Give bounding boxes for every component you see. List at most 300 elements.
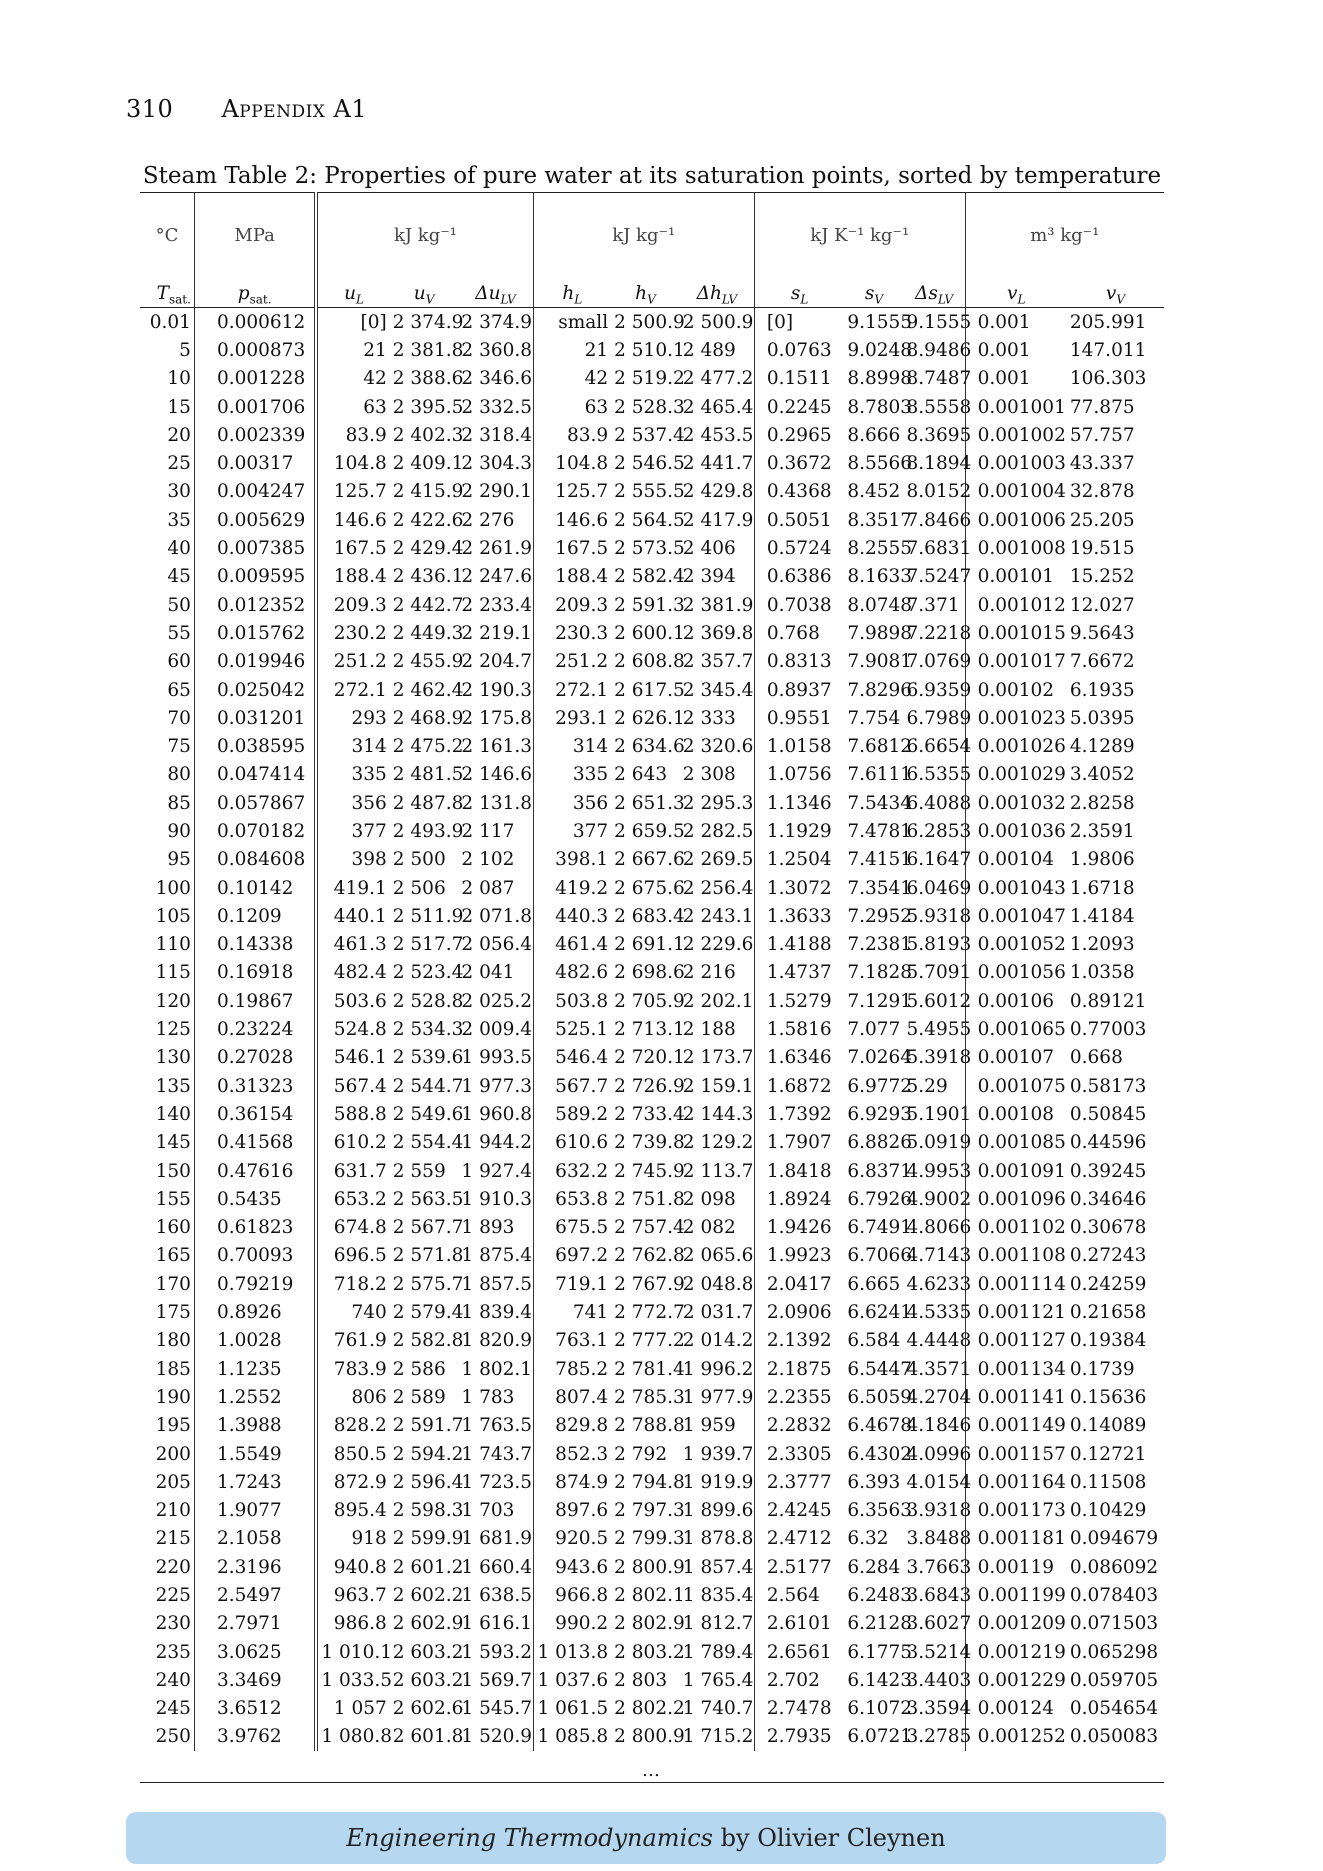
cell-sV: 6.5059 bbox=[847, 1386, 913, 1408]
cell-dsLV: 5.9318 bbox=[904, 902, 966, 930]
cell-dsLV: 3.5214 bbox=[904, 1638, 966, 1666]
cell-psat: 0.31323 bbox=[194, 1072, 316, 1100]
cell-dhLV: 2 417.9 bbox=[680, 506, 755, 534]
cell-hV: 2 762.8 bbox=[614, 1245, 685, 1267]
cell-tsat: 35 bbox=[140, 506, 194, 534]
cell-dsLV: 5.1901 bbox=[904, 1100, 966, 1128]
table-row bbox=[140, 1581, 1164, 1609]
cell-hL: 1 037.6 bbox=[537, 1669, 609, 1691]
cell-sL: 1.3633 bbox=[766, 905, 832, 927]
cell-hV: 2 800.9 bbox=[614, 1726, 685, 1748]
continuation-mark: … bbox=[642, 1760, 662, 1781]
cell-tsat: 5 bbox=[140, 336, 194, 364]
cell-dsLV: 7.8466 bbox=[904, 506, 966, 534]
table-row bbox=[140, 874, 1164, 902]
cell-vV: 12.027 bbox=[1069, 594, 1135, 616]
cell-uV: 2 388.6 bbox=[392, 368, 464, 390]
cell-tsat: 100 bbox=[140, 874, 194, 902]
cell-dhLV: 2 295.3 bbox=[680, 789, 755, 817]
cell-uV: 2 462.4 bbox=[392, 679, 464, 701]
cell-psat: 0.007385 bbox=[194, 534, 316, 562]
cell-vV: 15.252 bbox=[1069, 566, 1135, 588]
cell-uL: 653.2 bbox=[333, 1188, 387, 1210]
cell-uV: 2 596.4 bbox=[392, 1471, 464, 1493]
cell-uV: 2 506 bbox=[392, 877, 446, 899]
cell-uL: 696.5 bbox=[333, 1245, 387, 1267]
cell-hL: 209.3 bbox=[555, 594, 609, 616]
cell-dhLV: 2 477.2 bbox=[680, 365, 755, 393]
cell-hV: 2 733.4 bbox=[614, 1103, 685, 1125]
cell-dhLV: 1 835.4 bbox=[680, 1581, 755, 1609]
table-row bbox=[140, 478, 1164, 506]
cell-duLV: 2 304.3 bbox=[458, 449, 533, 477]
cell-uV: 2 517.7 bbox=[392, 934, 464, 956]
unit-enthalpy: kJ kg⁻¹ bbox=[533, 193, 754, 278]
cell-sL: 2.2355 bbox=[766, 1386, 832, 1408]
cell-sV: 6.1775 bbox=[847, 1641, 913, 1663]
cell-uV: 2 493.9 bbox=[392, 820, 464, 842]
cell-vL: 0.001052 bbox=[977, 934, 1066, 956]
cell-psat: 1.2552 bbox=[194, 1383, 316, 1411]
cell-hL: 653.8 bbox=[555, 1188, 609, 1210]
cell-dhLV: 2 144.3 bbox=[680, 1100, 755, 1128]
cell-hV: 2 643 bbox=[614, 764, 668, 786]
cell-sV: 6.584 bbox=[847, 1330, 901, 1352]
cell-uV: 2 544.7 bbox=[392, 1075, 464, 1097]
cell-psat: 1.5549 bbox=[194, 1440, 316, 1468]
cell-dsLV: 4.2704 bbox=[904, 1383, 966, 1411]
cell-sV: 7.5434 bbox=[847, 792, 913, 814]
cell-sV: 7.6812 bbox=[847, 736, 913, 758]
cell-tsat: 240 bbox=[140, 1666, 194, 1694]
cell-vL: 0.00119 bbox=[977, 1556, 1055, 1578]
cell-hL: 251.2 bbox=[555, 651, 609, 673]
cell-vV: 19.515 bbox=[1069, 538, 1135, 560]
cell-hL: 943.6 bbox=[555, 1556, 609, 1578]
cell-vV: 0.44596 bbox=[1069, 1132, 1147, 1154]
cell-tsat: 190 bbox=[140, 1383, 194, 1411]
cell-sV: 7.1291 bbox=[847, 990, 913, 1012]
cell-tsat: 135 bbox=[140, 1072, 194, 1100]
cell-psat: 0.047414 bbox=[194, 761, 316, 789]
cell-hL: 920.5 bbox=[555, 1528, 609, 1550]
cell-hL: 829.8 bbox=[555, 1415, 609, 1437]
table-row bbox=[140, 987, 1164, 1015]
cell-hV: 2 800.9 bbox=[614, 1556, 685, 1578]
cell-vL: 0.001 bbox=[977, 368, 1031, 390]
cell-sV: 8.7803 bbox=[847, 396, 913, 418]
cell-duLV: 1 703 bbox=[458, 1496, 533, 1524]
cell-vV: 0.19384 bbox=[1069, 1330, 1147, 1352]
cell-tsat: 205 bbox=[140, 1468, 194, 1496]
cell-psat: 3.0625 bbox=[194, 1638, 316, 1666]
cell-hV: 2 803 bbox=[614, 1669, 668, 1691]
cell-dhLV: 1 977.9 bbox=[680, 1383, 755, 1411]
cell-tsat: 155 bbox=[140, 1185, 194, 1213]
cell-dsLV: 9.1555 bbox=[904, 308, 966, 337]
table-row bbox=[140, 1214, 1164, 1242]
table-row bbox=[140, 676, 1164, 704]
cell-dsLV: 5.3918 bbox=[904, 1044, 966, 1072]
cell-tsat: 185 bbox=[140, 1355, 194, 1383]
cell-uL: 546.1 bbox=[333, 1047, 387, 1069]
cell-uV: 2 468.9 bbox=[392, 707, 464, 729]
cell-uV: 2 475.2 bbox=[392, 736, 464, 758]
cell-vL: 0.001164 bbox=[977, 1471, 1066, 1493]
table-row bbox=[140, 1298, 1164, 1326]
cell-sV: 8.5566 bbox=[847, 453, 913, 475]
cell-sL: 1.6346 bbox=[766, 1047, 832, 1069]
cell-vL: 0.00107 bbox=[977, 1047, 1055, 1069]
cell-sV: 7.077 bbox=[847, 1019, 901, 1041]
cell-dsLV: 8.5558 bbox=[904, 393, 966, 421]
cell-psat: 0.27028 bbox=[194, 1044, 316, 1072]
cell-dsLV: 8.1894 bbox=[904, 449, 966, 477]
cell-hV: 2 788.8 bbox=[614, 1415, 685, 1437]
table-row bbox=[140, 1185, 1164, 1213]
cell-dsLV: 4.7143 bbox=[904, 1242, 966, 1270]
cell-duLV: 1 743.7 bbox=[458, 1440, 533, 1468]
cell-dhLV: 2 500.9 bbox=[680, 308, 755, 337]
cell-vV: 0.050083 bbox=[1069, 1726, 1159, 1748]
cell-psat: 0.025042 bbox=[194, 676, 316, 704]
cell-dsLV: 5.29 bbox=[904, 1072, 966, 1100]
cell-dsLV: 4.5335 bbox=[904, 1298, 966, 1326]
cell-sV: 6.9772 bbox=[847, 1075, 913, 1097]
cell-hL: 440.3 bbox=[555, 905, 609, 927]
table-row bbox=[140, 1723, 1164, 1751]
cell-uV: 2 603.2 bbox=[392, 1641, 464, 1663]
cell-sL: 1.7392 bbox=[766, 1103, 832, 1125]
cell-uV: 2 500 bbox=[392, 849, 446, 871]
cell-hV: 2 720.1 bbox=[614, 1047, 685, 1069]
cell-hL: 763.1 bbox=[555, 1330, 609, 1352]
cell-duLV: 1 593.2 bbox=[458, 1638, 533, 1666]
cell-hV: 2 608.8 bbox=[614, 651, 685, 673]
cell-duLV: 1 638.5 bbox=[458, 1581, 533, 1609]
cell-vL: 0.001085 bbox=[977, 1132, 1066, 1154]
cell-tsat: 15 bbox=[140, 393, 194, 421]
cell-hV: 2 772.7 bbox=[614, 1302, 685, 1324]
cell-tsat: 90 bbox=[140, 817, 194, 845]
cell-psat: 1.7243 bbox=[194, 1468, 316, 1496]
cell-dsLV: 6.4088 bbox=[904, 789, 966, 817]
cell-tsat: 160 bbox=[140, 1214, 194, 1242]
cell-dhLV: 2 256.4 bbox=[680, 874, 755, 902]
cell-hL: 719.1 bbox=[555, 1273, 609, 1295]
cell-dsLV: 7.2218 bbox=[904, 619, 966, 647]
cell-hL: 461.4 bbox=[555, 934, 609, 956]
cell-psat: 0.038595 bbox=[194, 732, 316, 760]
cell-hV: 2 528.3 bbox=[614, 396, 685, 418]
cell-uL: 503.6 bbox=[333, 990, 387, 1012]
cell-dsLV: 6.5355 bbox=[904, 761, 966, 789]
cell-dsLV: 5.4955 bbox=[904, 1015, 966, 1043]
cell-hV: 2 617.5 bbox=[614, 679, 685, 701]
cell-dsLV: 6.1647 bbox=[904, 846, 966, 874]
cell-sV: 6.7066 bbox=[847, 1245, 913, 1267]
cell-dhLV: 1 996.2 bbox=[680, 1355, 755, 1383]
cell-vV: 0.065298 bbox=[1069, 1641, 1159, 1663]
cell-duLV: 1 977.3 bbox=[458, 1072, 533, 1100]
cell-vL: 0.001008 bbox=[977, 538, 1066, 560]
cell-vL: 0.001096 bbox=[977, 1188, 1066, 1210]
cell-psat: 0.23224 bbox=[194, 1015, 316, 1043]
cell-hL: 966.8 bbox=[555, 1585, 609, 1606]
cell-dhLV: 2 453.5 bbox=[680, 421, 755, 449]
cell-psat: 0.084608 bbox=[194, 846, 316, 874]
cell-hL: 188.4 bbox=[555, 566, 609, 588]
cell-vV: 1.0358 bbox=[1069, 962, 1135, 984]
table-row bbox=[140, 1100, 1164, 1128]
cell-vL: 0.001108 bbox=[977, 1245, 1066, 1267]
cell-vV: 0.24259 bbox=[1069, 1273, 1147, 1295]
cell-duLV: 2 276 bbox=[458, 506, 533, 534]
table-row bbox=[140, 1383, 1164, 1411]
unit-pressure: MPa bbox=[194, 193, 316, 278]
cell-hV: 2 792 bbox=[614, 1443, 668, 1465]
cell-dsLV: 7.5247 bbox=[904, 563, 966, 591]
cell-hV: 2 803.2 bbox=[614, 1641, 685, 1663]
table-row bbox=[140, 1525, 1164, 1553]
cell-dhLV: 2 113.7 bbox=[680, 1157, 755, 1185]
cell-dhLV: 1 740.7 bbox=[680, 1695, 755, 1723]
cell-sL: 1.9426 bbox=[766, 1217, 832, 1239]
cell-tsat: 200 bbox=[140, 1440, 194, 1468]
cell-psat: 0.019946 bbox=[194, 648, 316, 676]
cell-hL: 167.5 bbox=[555, 538, 609, 560]
cell-hV: 2 651.3 bbox=[614, 792, 685, 814]
cell-vV: 1.4184 bbox=[1069, 905, 1135, 927]
cell-sL: 1.5279 bbox=[766, 990, 832, 1012]
cell-vL: 0.00102 bbox=[977, 679, 1055, 701]
cell-dsLV: 3.2785 bbox=[904, 1723, 966, 1751]
cell-duLV: 2 175.8 bbox=[458, 704, 533, 732]
cell-sL: 2.0906 bbox=[766, 1302, 832, 1324]
cell-vL: 0.001 bbox=[977, 339, 1031, 361]
cell-duLV: 2 374.9 bbox=[458, 308, 533, 337]
cell-duLV: 1 723.5 bbox=[458, 1468, 533, 1496]
cell-vV: 43.337 bbox=[1069, 453, 1135, 475]
cell-vL: 0.001056 bbox=[977, 962, 1066, 984]
cell-duLV: 1 520.9 bbox=[458, 1723, 533, 1751]
cell-dhLV: 2 369.8 bbox=[680, 619, 755, 647]
cell-vV: 0.054654 bbox=[1069, 1698, 1159, 1720]
cell-psat: 2.7971 bbox=[194, 1610, 316, 1638]
cell-sV: 7.3541 bbox=[847, 877, 913, 899]
cell-sL: 0.2245 bbox=[766, 396, 832, 418]
cell-dhLV: 1 939.7 bbox=[680, 1440, 755, 1468]
cell-psat: 0.16918 bbox=[194, 959, 316, 987]
cell-hL: 335 bbox=[572, 764, 609, 786]
cell-hL: 63 bbox=[584, 396, 609, 418]
footer-band bbox=[126, 1812, 1166, 1864]
cell-hL: 675.5 bbox=[555, 1217, 609, 1239]
cell-vV: 0.14089 bbox=[1069, 1415, 1147, 1437]
cell-uL: 895.4 bbox=[333, 1500, 387, 1522]
cell-hV: 2 757.4 bbox=[614, 1217, 685, 1239]
cell-dsLV: 6.9359 bbox=[904, 676, 966, 704]
cell-vL: 0.00108 bbox=[977, 1103, 1055, 1125]
cell-uV: 2 539.6 bbox=[392, 1047, 464, 1069]
cell-hV: 2 573.5 bbox=[614, 538, 685, 560]
table-row bbox=[140, 902, 1164, 930]
cell-hL: 125.7 bbox=[555, 481, 609, 503]
cell-uV: 2 601.8 bbox=[392, 1726, 464, 1748]
table-row bbox=[140, 1553, 1164, 1581]
cell-uV: 2 603.2 bbox=[392, 1669, 464, 1691]
table-row bbox=[140, 1015, 1164, 1043]
units-row bbox=[140, 193, 1164, 278]
cell-vL: 0.001029 bbox=[977, 764, 1066, 786]
cell-vL: 0.001003 bbox=[977, 453, 1066, 475]
cell-uL: 850.5 bbox=[333, 1443, 387, 1465]
cell-vV: 7.6672 bbox=[1069, 651, 1135, 673]
cell-dsLV: 4.9953 bbox=[904, 1157, 966, 1185]
cell-duLV: 2 146.6 bbox=[458, 761, 533, 789]
cell-vV: 9.5643 bbox=[1069, 622, 1135, 644]
cell-duLV: 1 783 bbox=[458, 1383, 533, 1411]
cell-psat: 0.8926 bbox=[194, 1298, 316, 1326]
cell-uL: 761.9 bbox=[333, 1330, 387, 1352]
cell-dsLV: 3.7663 bbox=[904, 1553, 966, 1581]
cell-uV: 2 549.6 bbox=[392, 1103, 464, 1125]
cell-sV: 6.2483 bbox=[847, 1585, 913, 1606]
cell-hL: 589.2 bbox=[555, 1103, 609, 1125]
footer-byline: by Olivier Cleynen bbox=[720, 1824, 946, 1852]
cell-sL: 1.8924 bbox=[766, 1188, 832, 1210]
unit-energy: kJ kg⁻¹ bbox=[316, 193, 533, 278]
cell-psat: 0.70093 bbox=[194, 1242, 316, 1270]
table-row bbox=[140, 846, 1164, 874]
cell-sL: 2.1392 bbox=[766, 1330, 832, 1352]
cell-psat: 0.14338 bbox=[194, 931, 316, 959]
cell-vV: 0.11508 bbox=[1069, 1471, 1147, 1493]
cell-dhLV: 2 394 bbox=[680, 563, 755, 591]
cell-hV: 2 582.4 bbox=[614, 566, 685, 588]
cell-dsLV: 3.8488 bbox=[904, 1525, 966, 1553]
cell-vL: 0.001047 bbox=[977, 905, 1066, 927]
cell-dsLV: 8.3695 bbox=[904, 421, 966, 449]
cell-sV: 7.8296 bbox=[847, 679, 913, 701]
cell-vL: 0.001229 bbox=[977, 1669, 1066, 1691]
table-row bbox=[140, 1496, 1164, 1524]
cell-hV: 2 591.3 bbox=[614, 594, 685, 616]
cell-sL: 1.0756 bbox=[766, 764, 832, 786]
cell-dsLV: 4.8066 bbox=[904, 1214, 966, 1242]
symbol-sV: $s_V$ bbox=[864, 283, 884, 307]
cell-vL: 0.001149 bbox=[977, 1415, 1066, 1437]
chapter-title: Appendix A1 bbox=[221, 95, 368, 123]
table-row bbox=[140, 1044, 1164, 1072]
cell-uV: 2 381.8 bbox=[392, 339, 464, 361]
cell-psat: 0.1209 bbox=[194, 902, 316, 930]
cell-vL: 0.001075 bbox=[977, 1075, 1066, 1097]
cell-vL: 0.00101 bbox=[977, 566, 1055, 588]
cell-hL: 525.1 bbox=[555, 1019, 609, 1041]
cell-sV: 6.7491 bbox=[847, 1217, 913, 1239]
cell-vL: 0.001252 bbox=[977, 1726, 1066, 1748]
table-row bbox=[140, 619, 1164, 647]
cell-psat: 0.10142 bbox=[194, 874, 316, 902]
cell-psat: 3.3469 bbox=[194, 1666, 316, 1694]
cell-sV: 8.3517 bbox=[847, 509, 913, 531]
cell-vL: 0.00106 bbox=[977, 990, 1055, 1012]
cell-uV: 2 487.8 bbox=[392, 792, 464, 814]
cell-hV: 2 675.6 bbox=[614, 877, 685, 899]
cell-duLV: 1 763.5 bbox=[458, 1412, 533, 1440]
cell-uV: 2 589 bbox=[392, 1386, 446, 1408]
cell-hV: 2 705.9 bbox=[614, 990, 685, 1012]
cell-tsat: 235 bbox=[140, 1638, 194, 1666]
cell-dhLV: 2 345.4 bbox=[680, 676, 755, 704]
cell-psat: 0.000612 bbox=[194, 308, 316, 337]
cell-sV: 6.393 bbox=[847, 1471, 901, 1493]
table-row bbox=[140, 789, 1164, 817]
cell-uV: 2 511.9 bbox=[392, 905, 464, 927]
symbol-sL: $s_L$ bbox=[790, 283, 809, 307]
cell-uL: 1 033.5 bbox=[321, 1669, 392, 1691]
cell-sL: 1.2504 bbox=[766, 849, 832, 871]
cell-hV: 2 555.5 bbox=[614, 481, 685, 503]
cell-vV: 0.77003 bbox=[1069, 1019, 1147, 1041]
cell-dsLV: 6.0469 bbox=[904, 874, 966, 902]
symbol-vL: $v_L$ bbox=[1007, 283, 1026, 307]
page-header bbox=[126, 95, 367, 123]
cell-dsLV: 5.6012 bbox=[904, 987, 966, 1015]
cell-sL: 1.4188 bbox=[766, 934, 832, 956]
cell-hV: 2 683.4 bbox=[614, 905, 685, 927]
cell-sL: 2.0417 bbox=[766, 1273, 832, 1295]
cell-uL: 314 bbox=[351, 736, 387, 758]
symbol-uV: $u_V$ bbox=[413, 283, 435, 307]
cell-vL: 0.001032 bbox=[977, 792, 1066, 814]
cell-tsat: 0.01 bbox=[140, 308, 194, 337]
cell-uL: 125.7 bbox=[333, 481, 387, 503]
cell-sV: 6.5447 bbox=[847, 1358, 913, 1380]
cell-sL: 2.2832 bbox=[766, 1415, 832, 1437]
cell-uV: 2 559 bbox=[392, 1160, 446, 1182]
cell-psat: 0.009595 bbox=[194, 563, 316, 591]
table-row bbox=[140, 704, 1164, 732]
cell-sL: 0.768 bbox=[766, 622, 820, 644]
table-row bbox=[140, 1072, 1164, 1100]
cell-tsat: 180 bbox=[140, 1327, 194, 1355]
cell-vL: 0.001173 bbox=[977, 1500, 1066, 1522]
cell-tsat: 215 bbox=[140, 1525, 194, 1553]
cell-sV: 8.8998 bbox=[847, 368, 913, 390]
cell-dhLV: 2 173.7 bbox=[680, 1044, 755, 1072]
cell-sL: 1.5816 bbox=[766, 1019, 832, 1041]
cell-duLV: 2 318.4 bbox=[458, 421, 533, 449]
cell-uL: 377 bbox=[351, 820, 387, 842]
cell-dhLV: 1 812.7 bbox=[680, 1610, 755, 1638]
cell-tsat: 120 bbox=[140, 987, 194, 1015]
cell-sL: 0.7038 bbox=[766, 594, 832, 616]
table-row bbox=[140, 1440, 1164, 1468]
cell-dsLV: 6.2853 bbox=[904, 817, 966, 845]
cell-vL: 0.001121 bbox=[977, 1302, 1066, 1324]
cell-uL: 42 bbox=[363, 368, 387, 390]
cell-uL: 167.5 bbox=[333, 538, 387, 560]
cell-uV: 2 415.9 bbox=[392, 481, 464, 503]
cell-hV: 2 519.2 bbox=[614, 368, 685, 390]
cell-sL: 0.9551 bbox=[766, 707, 832, 729]
cell-vV: 0.10429 bbox=[1069, 1500, 1147, 1522]
cell-vL: 0.001209 bbox=[977, 1613, 1066, 1635]
table-row bbox=[140, 959, 1164, 987]
cell-uL: 335 bbox=[351, 764, 387, 786]
